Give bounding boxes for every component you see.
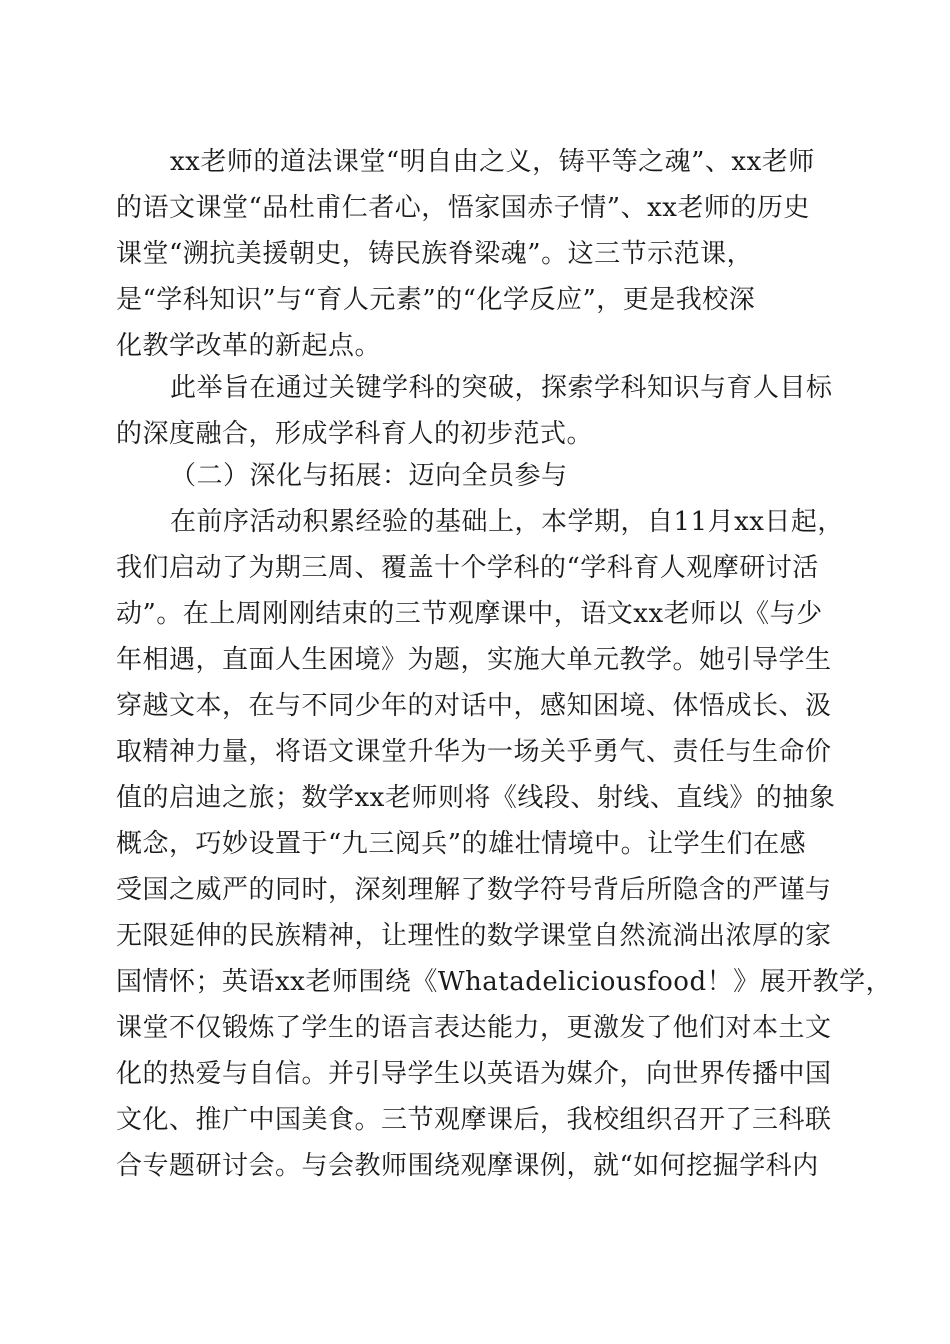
paragraph-3-line-7: 值的启迪之旅；数学xx老师则将《线段、射线、直线》的抽象: [116, 783, 836, 813]
paragraph-2-line-1: 此举旨在通过关键学科的突破，探索学科知识与育人目标: [170, 373, 833, 403]
paragraph-3-line-2: 我们启动了为期三周、覆盖十个学科的“学科育人观摩研讨活: [116, 553, 819, 583]
paragraph-3-line-8: 概念，巧妙设置于“九三阅兵”的雄壮情境中。让学生们在感: [116, 829, 807, 859]
paragraph-3-line-1: 在前序活动积累经验的基础上，本学期，自11月xx日起，: [170, 507, 844, 537]
paragraph-3-line-6: 取精神力量，将语文课堂升华为一场关乎勇气、责任与生命价: [116, 737, 832, 767]
paragraph-1-line-1: xx老师的道法课堂“明自由之义，铸平等之魂”、xx老师: [170, 147, 815, 177]
paragraph-3-line-14: 文化、推广中国美食。三节观摩课后，我校组织召开了三科联: [116, 1105, 832, 1135]
paragraph-1-line-2: 的语文课堂“品杜甫仁者心，悟家国赤子情”、xx老师的历史: [116, 193, 810, 223]
paragraph-3-line-4: 年相遇，直面人生困境》为题，实施大单元教学。她引导学生: [116, 645, 832, 675]
paragraph-3-line-5: 穿越文本，在与不同少年的对话中，感知困境、体悟成长、汲: [116, 691, 832, 721]
paragraph-2-line-2: 的深度融合，形成学科育人的初步范式。: [116, 419, 594, 449]
paragraph-3-line-11: 国情怀；英语xx老师围绕《Whatadeliciousfood！》展开教学，: [116, 967, 893, 997]
paragraph-3-line-9: 受国之威严的同时，深刻理解了数学符号背后所隐含的严谨与: [116, 875, 832, 905]
paragraph-1-line-4: 是“学科知识”与“育人元素”的“化学反应”，更是我校深: [116, 285, 756, 315]
paragraph-3-line-3: 动”。在上周刚刚结束的三节观摩课中，语文xx老师以《与少: [116, 599, 823, 629]
paragraph-1-line-3: 课堂“溯抗美援朝史，铸民族脊梁魂”。这三节示范课，: [116, 239, 754, 269]
paragraph-1-line-5: 化教学改革的新起点。: [116, 331, 382, 361]
paragraph-3-line-15: 合专题研讨会。与会教师围绕观摩课例，就“如何挖掘学科内: [116, 1151, 819, 1181]
section-heading: （二）深化与拓展：迈向全员参与: [170, 461, 568, 491]
paragraph-3-line-10: 无限延伸的民族精神，让理性的数学课堂自然流淌出浓厚的家: [116, 921, 832, 951]
paragraph-3-line-12: 课堂不仅锻炼了学生的语言表达能力，更激发了他们对本土文: [116, 1013, 832, 1043]
paragraph-3-line-13: 化的热爱与自信。并引导学生以英语为媒介，向世界传播中国: [116, 1059, 832, 1089]
